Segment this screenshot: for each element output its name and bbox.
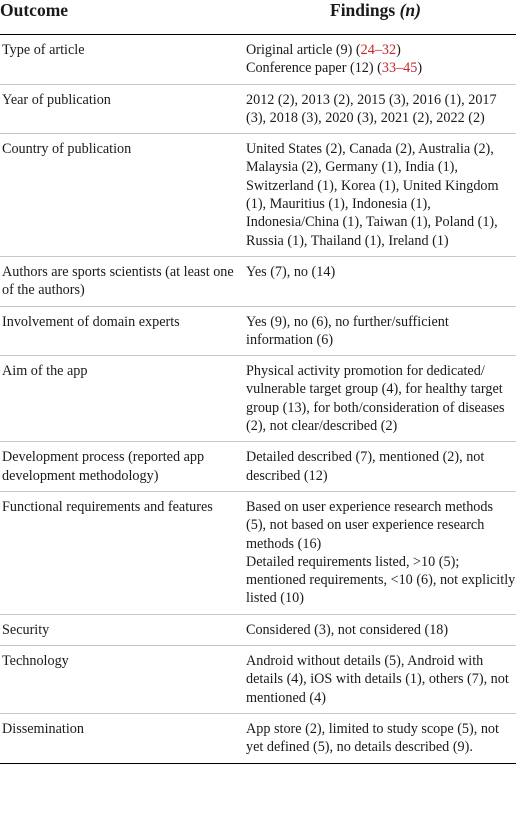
table-header bbox=[0, 0, 516, 35]
findings-header-n: (n) bbox=[399, 0, 421, 20]
outcome-cell: Type of article bbox=[0, 35, 240, 85]
findings-cell bbox=[240, 35, 516, 85]
finding-text-tail: ) bbox=[417, 60, 423, 77]
finding-line bbox=[246, 553, 516, 608]
finding-line bbox=[246, 498, 516, 553]
findings-cell bbox=[240, 646, 516, 714]
outcome-cell: Development process (reported app development methodology) bbox=[0, 442, 240, 492]
findings-cell bbox=[240, 134, 516, 257]
table-row bbox=[0, 442, 516, 492]
finding-line bbox=[246, 59, 516, 77]
finding-text: Yes (9), no (6), no further/sufficient information (6) bbox=[246, 313, 449, 348]
finding-text: 2012 (2), 2013 (2), 2015 (3), 2016 (1), 2017 (3), 2018 (3), 2020 (3), 2021 (2), 2022 (2) bbox=[246, 91, 497, 126]
finding-text: Conference paper (12) ( bbox=[246, 60, 382, 77]
table-row bbox=[0, 84, 516, 134]
finding-text: Detailed requirements listed, >10 (5); mentioned requirements, <10 (6), not explicitly listed (10) bbox=[246, 553, 516, 607]
finding-text: Android without details (5), Android with details (4), iOS with details (1), others (7), not mentioned (4) bbox=[246, 653, 509, 706]
outcome-column-header: Outcome bbox=[0, 0, 240, 35]
table-row bbox=[0, 35, 516, 85]
finding-text-tail: ) bbox=[396, 42, 401, 58]
finding-text: Detailed described (7), mentioned (2), not described (12) bbox=[246, 449, 485, 484]
table-row bbox=[0, 646, 516, 714]
findings-cell bbox=[240, 614, 516, 645]
finding-text: Yes (7), no (14) bbox=[246, 263, 336, 280]
finding-text: United States (2), Canada (2), Australia (2), Malaysia (2), Germany (1), India (1), Switzerland (1), Korea (1), United Kingdom (1), Mauritius (1), Indonesia (1), Indonesia/China (1), Taiwan (1), Poland (1), Russia (1), Thailand (1), Ireland (1) bbox=[246, 141, 499, 249]
header-row bbox=[0, 0, 516, 35]
table-row bbox=[0, 356, 516, 442]
table-row bbox=[0, 713, 516, 763]
table-row bbox=[0, 306, 516, 356]
outcome-cell: Functional requirements and features bbox=[0, 491, 240, 614]
finding-text: Considered (3), not considered (18) bbox=[246, 621, 449, 638]
findings-column-header bbox=[240, 0, 516, 35]
findings-cell bbox=[240, 356, 516, 442]
outcome-cell: Aim of the app bbox=[0, 356, 240, 442]
finding-line bbox=[246, 140, 516, 250]
finding-line bbox=[246, 91, 516, 128]
finding-line bbox=[246, 621, 516, 639]
finding-line bbox=[246, 263, 516, 281]
outcome-cell: Involvement of domain experts bbox=[0, 306, 240, 356]
table-row bbox=[0, 134, 516, 257]
findings-cell bbox=[240, 84, 516, 134]
finding-text: Based on user experience research methods (5), not based on user experience research methods (16) bbox=[246, 498, 493, 552]
finding-line bbox=[246, 313, 516, 350]
findings-cell bbox=[240, 491, 516, 614]
outcome-cell: Authors are sports scientists (at least one of the authors) bbox=[0, 256, 240, 306]
finding-line bbox=[246, 448, 516, 485]
findings-cell bbox=[240, 713, 516, 763]
outcome-cell: Country of publication bbox=[0, 134, 240, 257]
finding-text: App store (2), limited to study scope (5), not yet defined (5), no details described (9). bbox=[246, 720, 499, 756]
finding-line bbox=[246, 41, 516, 59]
outcome-cell: Year of publication bbox=[0, 84, 240, 134]
table-row bbox=[0, 491, 516, 614]
reference-link[interactable]: 24–32 bbox=[360, 42, 397, 58]
findings-cell bbox=[240, 442, 516, 492]
table-body bbox=[0, 35, 516, 764]
table-row bbox=[0, 614, 516, 645]
finding-text: Original article (9) ( bbox=[246, 42, 361, 58]
finding-text: Physical activity promotion for dedicated/ vulnerable target group (4), for healthy target group (13), for both/consideration of diseases (2), not clear/described (2) bbox=[246, 363, 505, 435]
finding-line bbox=[246, 362, 516, 435]
finding-line bbox=[246, 652, 516, 707]
table-row bbox=[0, 256, 516, 306]
findings-cell bbox=[240, 306, 516, 356]
findings-header-label: Findings bbox=[330, 0, 396, 20]
outcome-cell: Security bbox=[0, 614, 240, 645]
findings-cell bbox=[240, 256, 516, 306]
reference-link[interactable]: 33–45 bbox=[381, 60, 418, 77]
finding-line bbox=[246, 720, 516, 757]
outcome-cell: Technology bbox=[0, 646, 240, 714]
outcome-cell: Dissemination bbox=[0, 713, 240, 763]
